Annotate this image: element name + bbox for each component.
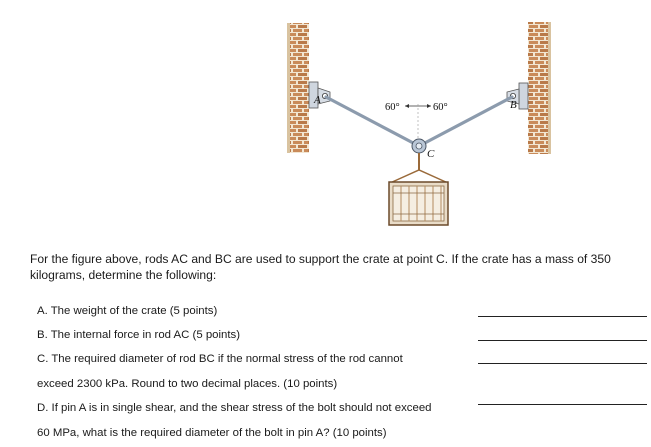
answer-line-c[interactable] xyxy=(478,363,647,364)
pin-c xyxy=(412,139,426,153)
left-brick-wall xyxy=(287,23,309,153)
rod-ac xyxy=(326,97,417,145)
problem-statement: For the figure above, rods AC and BC are used to support the crate at point C. If the crate has a mass of 350 kilograms, determine the following: xyxy=(30,252,611,282)
label-b: B xyxy=(510,99,517,111)
angle-left-label: 60° xyxy=(385,102,400,113)
label-c: C xyxy=(427,148,435,160)
answer-line-a[interactable] xyxy=(478,316,647,317)
question-b: B. The internal force in rod AC (5 points) xyxy=(37,329,241,341)
crate xyxy=(389,182,448,225)
answer-line-b[interactable] xyxy=(478,340,647,341)
label-a: A xyxy=(314,94,321,106)
right-brick-wall xyxy=(528,22,551,154)
question-d-line-2: 60 MPa, what is the required diameter of the bolt in pin A? (10 points) xyxy=(37,427,387,439)
question-a: A. The weight of the crate (5 points) xyxy=(37,305,218,317)
question-c-line-1: C. The required diameter of rod BC if the normal stress of the rod cannot xyxy=(37,353,403,365)
question-c-line-2: exceed 2300 kPa. Round to two decimal places. (10 points) xyxy=(37,378,338,390)
question-d-line-1: D. If pin A is in single shear, and the shear stress of the bolt should not exceed xyxy=(37,402,432,414)
angle-right-label: 60° xyxy=(433,102,448,113)
crate-slings xyxy=(390,170,448,183)
answer-line-d[interactable] xyxy=(478,404,647,405)
